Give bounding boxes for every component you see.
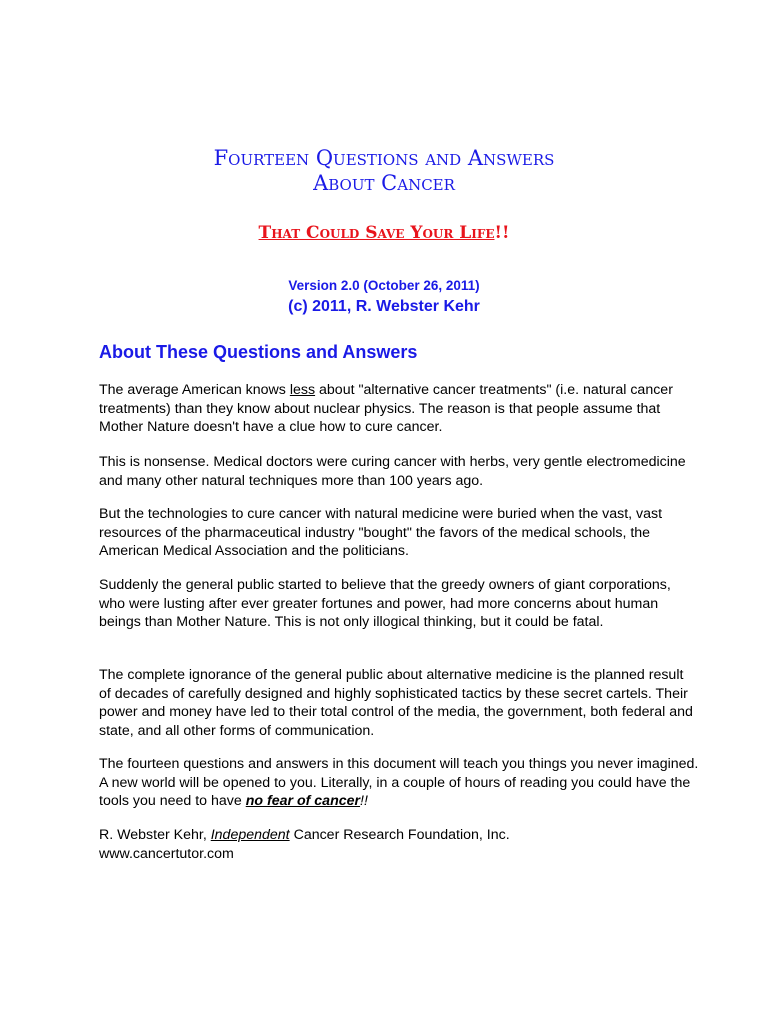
paragraph-6-start: The fourteen questions and answers in this document will teach you things you never imagined. A new world will be opened to you. Literally, in a couple of hours of reading you could have the tools you need to have — [99, 756, 699, 810]
signature-org: Cancer Research Foundation, Inc. — [289, 827, 510, 843]
paragraph-3: But the technologies to cure cancer with natural medicine were buried when the vast, vast resources of the pharmaceutical industry "bought" the favors of the medical schools, the American Medical Association and the politicians. — [99, 506, 663, 560]
tagline — [0, 221, 768, 245]
paragraph-1-end: about "alternative cancer treatments" (i.e. natural cancer treatments) than they know about nuclear physics. The reason is that people assume that Mother Nature doesn't have a clue how to cure cancer. — [99, 382, 673, 436]
document-title-line-2: About Cancer — [313, 171, 455, 195]
paragraph-5: The complete ignorance of the general public about alternative medicine is the planned result of decades of carefully designed and highly sophisticated tactics by these secret cartels. Their power and money have led to their total control of the media, the government, both federal and state, and all other forms of communication. — [99, 667, 693, 739]
signature-line — [99, 826, 699, 845]
copyright-line: (c) 2011, R. Webster Kehr — [288, 298, 480, 315]
signature-name: R. Webster Kehr, — [99, 827, 211, 843]
paragraph-2: This is nonsense. Medical doctors were curing cancer with herbs, very gentle electromedicine and many other natural techniques more than 100 years ago. — [99, 454, 686, 489]
paragraph-6 — [99, 755, 699, 811]
paragraph-4: Suddenly the general public started to believe that the greedy owners of giant corporations, who were lusting after ever greater fortunes and power, had more concerns about human beings than Mother Nature. This is not only illogical thinking, but it could be fatal. — [99, 577, 671, 631]
paragraph-1 — [99, 381, 699, 437]
paragraph-1-start: The average American knows — [99, 382, 290, 398]
section-heading: About These Questions and Answers — [99, 342, 418, 362]
document-title-line-1: Fourteen Questions and Answers — [213, 146, 555, 170]
paragraph-6-end: !! — [360, 793, 368, 810]
emphasis-no-fear: no fear of cancer — [245, 793, 361, 810]
tagline-exclamation: !! — [494, 223, 510, 243]
website-link[interactable]: www.cancertutor.com — [99, 846, 234, 862]
version-line: Version 2.0 (October 26, 2011) — [288, 278, 480, 293]
emphasis-less: less — [289, 382, 316, 398]
tagline-text: That Could Save Your Life — [258, 223, 495, 243]
signature-independent: Independent — [210, 827, 290, 843]
